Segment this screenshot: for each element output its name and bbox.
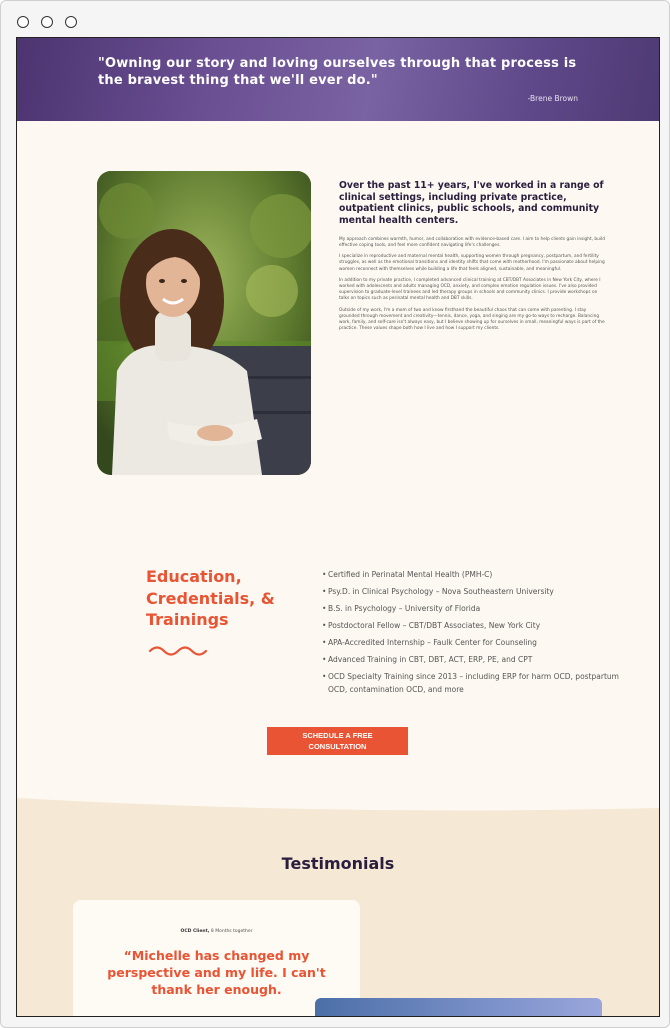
education-title: Education, Credentials, & Trainings (146, 567, 275, 629)
window-maximize-icon[interactable] (65, 16, 77, 28)
testimonial-image (315, 998, 602, 1017)
bio-paragraph: Outside of my work, I'm a mom of two and know firsthand the beautiful chaos that can come with parenting. I stay grounded through movement and creativity—tennis, dance, yoga, and singing are my go-to ways to recharge. Balancing work, family, and self-care isn't always easy, but I believe showing up for ourselves in small, meaningful ways is part of the practice. These values shape both how I live and how I support my clients. (339, 307, 605, 332)
bio-paragraph: I specialize in reproductive and maternal mental health, supporting women through pregnancy, postpartum, and fertility struggles, as well as the emotional transitions and identity shifts that come with motherhood. I'm passionate about helping women reconnect with themselves while building a life that feels aligned, sustainable, and meaningful. (339, 254, 605, 272)
banner-quote: "Owning our story and loving ourselves through that process is the bravest thing that we'll ever do." (98, 56, 577, 88)
therapist-portrait (97, 171, 311, 475)
window-close-icon[interactable] (17, 16, 29, 28)
quote-banner (17, 38, 659, 121)
portrait-image (97, 171, 311, 475)
credential-item: • B.S. in Psychology – University of Florida (322, 602, 632, 615)
credential-item: • APA-Accredited Internship – Faulk Center for Counseling (322, 636, 632, 649)
banner-quote-author: -Brene Brown (527, 94, 578, 103)
testimonial-client: OCD Client, (180, 929, 210, 934)
bio-paragraph: In addition to my private practice, I completed advanced clinical training at CBT/DBT Associates in New York City, where I worked with adolescents and adults managing OCD, anxiety, and complex emotion regulation issues. I've also provided supervision to graduate-level trainees and led therapy groups in schools and community clinics. I provide workshops on talks on topics such as perinatal mental health and DBT skills. (339, 277, 601, 302)
credential-item: • Certified in Perinatal Mental Health (PMH-C) (322, 568, 632, 581)
page-viewport (16, 37, 660, 1017)
testimonial-duration: 8 Months together (210, 929, 253, 934)
schedule-consultation-label: SCHEDULE A FREE CONSULTATION (302, 731, 373, 751)
credentials-list (322, 568, 632, 700)
bio-section (339, 180, 605, 337)
testimonial-quote: “Michelle has changed my perspective and my life. I can't thank her enough. (107, 948, 326, 997)
squiggle-divider-icon (148, 644, 210, 658)
credential-item: • Postdoctoral Fellow – CBT/DBT Associates, New York City (322, 619, 632, 632)
bio-heading: Over the past 11+ years, I've worked in a range of clinical settings, including private practice, outpatient clinics, public schools, and community mental health centers. (339, 180, 604, 227)
credential-item: • Advanced Training in CBT, DBT, ACT, ERP, PE, and CPT (322, 653, 632, 666)
testimonials-section (17, 794, 659, 1016)
bio-paragraph: My approach combines warmth, humor, and collaboration with evidence-based care. I aim to help clients gain insight, build effective coping tools, and feel more confident navigating life's challenges. (339, 236, 605, 249)
credential-item: • OCD Specialty Training since 2013 – including ERP for harm OCD, postpartum OCD, contamination OCD, and more (322, 670, 632, 696)
testimonial-meta (73, 929, 360, 934)
credential-item: • Psy.D. in Clinical Psychology – Nova Southeastern University (322, 585, 632, 598)
window-minimize-icon[interactable] (41, 16, 53, 28)
window-titlebar (1, 1, 669, 37)
testimonials-title: Testimonials (281, 854, 395, 873)
schedule-consultation-button[interactable] (267, 727, 408, 755)
